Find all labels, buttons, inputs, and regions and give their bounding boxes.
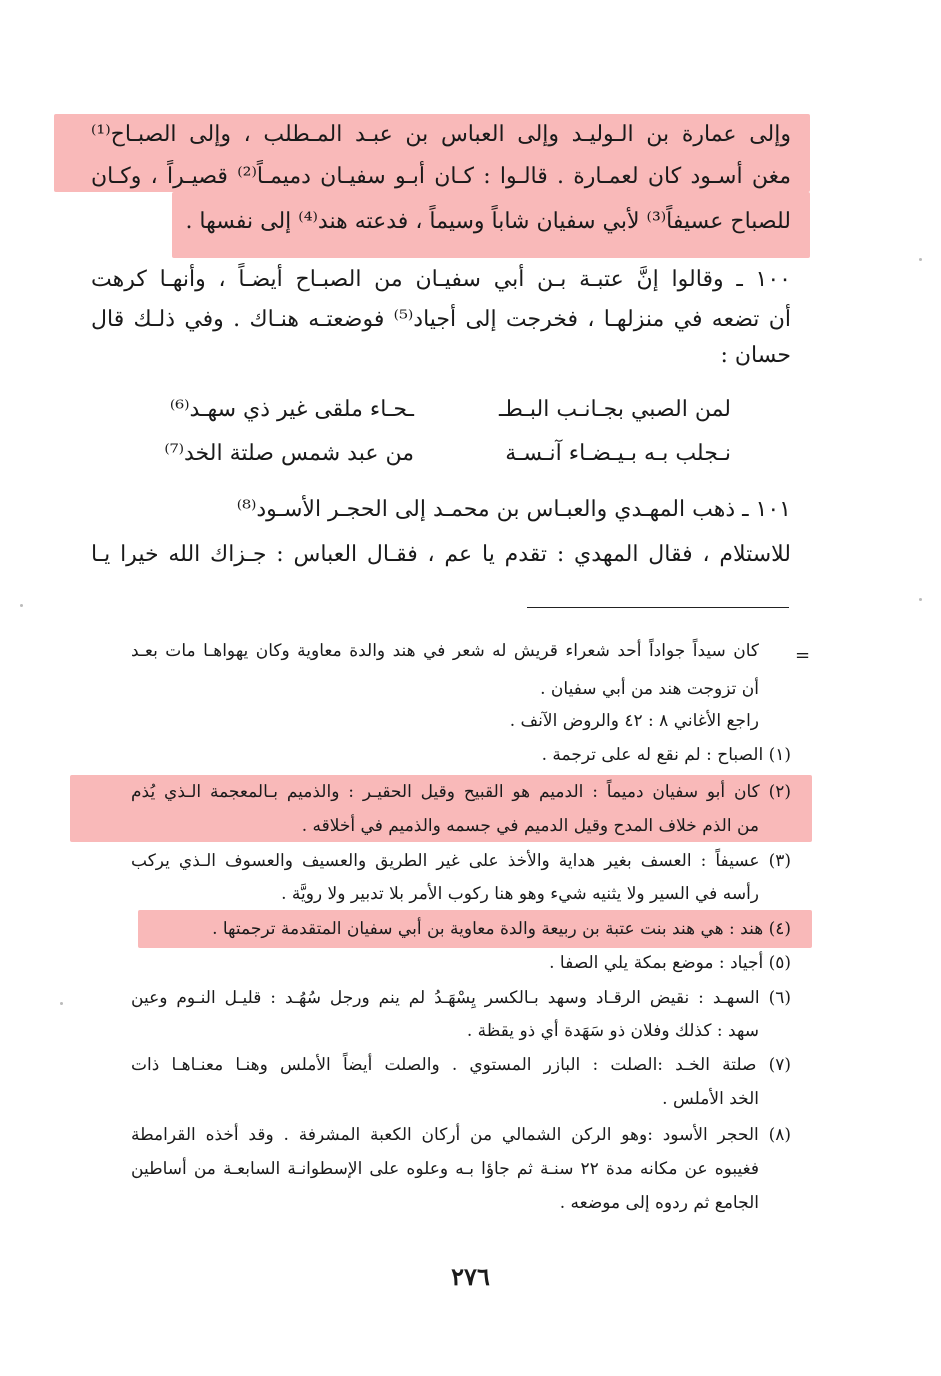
footnote-4: (٤) هند : هي هند بنت عتبة بن ربيعة والدة معاوية بن أبي سفيان المتقدمة ترجمتها . bbox=[212, 919, 791, 939]
verse-2-first-hemistich: نـجلب بـه بـيـضـاء آنـسـة bbox=[505, 441, 731, 466]
main-line-6: حسان : bbox=[720, 343, 791, 368]
footnote-7-line-2: الخد الأملس . bbox=[662, 1089, 759, 1109]
footnote-separator bbox=[527, 607, 789, 608]
footnote-3-line-2: رأسه في السير ولا يثنيه شيء وهو هنا ركوب الأمر بلا تدبير ولا رويَّة . bbox=[281, 884, 759, 904]
footnote-2-line-2: من الذم خلاف المدح وقيل الدميم في جسمه والذميم في أخلاقه . bbox=[301, 816, 759, 836]
footnote-8-line-3: الجامع ثم ردوه إلى موضعه . bbox=[559, 1193, 759, 1213]
footnote-5: (٥) أجياد : موضع بمكة يلي الصفا . bbox=[549, 953, 791, 973]
main-line-8: للاستلام ، فقال المهدي : تقدم يا عم ، فقـال العباس : جـزاك الله خيرا يـا bbox=[91, 542, 791, 567]
main-line-2: مغن أسـود كان لعمـارة . قالـوا : كـان أبـو سفيـان دميمـاً⁽²⁾ قصيـراً ، وكـان bbox=[91, 164, 791, 189]
scan-speck bbox=[919, 598, 922, 601]
footnote-6-line-1: (٦) السهـد : نقيض الرقـاد وسهد بـالكسر يِسْهَـدُ لم ينم ورجل سُهُـد : قليـل النـوم وعين bbox=[131, 988, 791, 1008]
main-line-5: أن تضعه في منزلهـا ، فخرجت إلى أجياد⁽⁵⁾ فوضعتـه هنـاك . وفي ذلـك قال bbox=[91, 307, 791, 332]
continuation-marker: = bbox=[795, 645, 811, 666]
footnote-6-line-2: سهد : كذلك وفلان ذو سَهَدة أي ذو يقظة . bbox=[466, 1021, 759, 1041]
scan-speck bbox=[919, 258, 922, 261]
footnote-7-line-1: (٧) صلتة الخـد :الصلت : البازر المستوي . والصلت أيضاً الأملس وهنـا معنـاهـا ذات bbox=[131, 1055, 791, 1075]
footnote-cont-line-2: أن تزوجت هند من أبي سفيان . bbox=[540, 679, 759, 699]
scan-speck bbox=[20, 604, 23, 607]
main-line-4: ١٠٠ ـ وقالوا إنَّ عتبـة بـن أبي سفيـان من الصبـاح أيضـاً ، وأنهـا كرهت bbox=[91, 267, 791, 292]
scan-speck bbox=[60, 1002, 63, 1005]
main-line-1: وإلى عمارة بن الـوليـد وإلى العباس بن عبـد المـطلب ، وإلى الصبـاح⁽¹⁾ bbox=[91, 122, 791, 147]
footnote-2-line-1: (٢) كان أبو سفيان دميماً : الدميم هو القبيح وقيل الحقيـر : والذميم بـالمعجمة الـذي يُذم bbox=[131, 782, 791, 802]
footnote-8-line-1: (٨) الحجر الأسود :وهو الركن الشمالي من أركان الكعبة المشرفة . وقد أخذه القرامطة bbox=[131, 1125, 791, 1145]
verse-2-second-hemistich: من عبد شمس صلتة الخد⁽⁷⁾ bbox=[164, 441, 414, 466]
footnote-cont-line-3: راجع الأغاني ٨ : ٤٢ والروض الآنف . bbox=[509, 711, 759, 731]
main-line-7: ١٠١ ـ ذهب المهـدي والعبـاس بن محمـد إلى الحجـر الأسـود⁽⁸⁾ bbox=[236, 497, 791, 522]
page-number: ٢٧٦ bbox=[451, 1262, 490, 1291]
footnote-3-line-1: (٣) عسيفاً : العسف بغير هداية والأخذ على غير الطريق والعسيف والعسوف الـذي يركب bbox=[131, 851, 791, 871]
verse-1-second-hemistich: ـحـاء ملقى غير ذي سهـد⁽⁶⁾ bbox=[169, 397, 414, 422]
main-line-3: للصباح عسيفاً⁽³⁾ لأبي سفيان شاباً وسيماً ، فدعته هند⁽⁴⁾ إلى نفسها . bbox=[185, 209, 791, 234]
footnote-cont-line-1: كان سيداً جواداً أحد شعراء قريش له شعر في هند والدة معاوية وكان يهواهـا مات بعـد bbox=[131, 641, 759, 661]
footnote-1: (١) الصباح : لم نقع له على ترجمة . bbox=[541, 745, 791, 765]
verse-1-first-hemistich: لمن الصبي بجـانـب البـطـ bbox=[498, 397, 731, 422]
footnote-8-line-2: فغيبوه عن مكانه مدة ٢٢ سنـة ثم جاؤا بـه وعلوه على الإسطوانـة السابعـة من أساطين bbox=[131, 1159, 759, 1179]
